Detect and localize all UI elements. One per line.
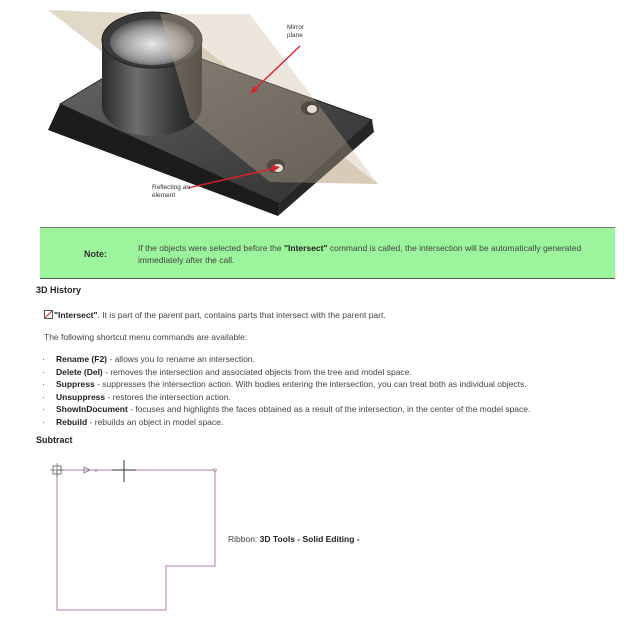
subtract-heading: Subtract xyxy=(36,435,73,445)
note-box xyxy=(40,227,615,279)
list-item: · Rename (F2) - allows you to rename an intersection. xyxy=(42,354,255,364)
note-command-name: "Intersect" xyxy=(284,243,328,253)
list-item: · Rebuild - rebuilds an object in model space. xyxy=(42,416,224,427)
history-heading: 3D History xyxy=(36,285,82,295)
history-item: "Intersect". It is part of the parent part, contains parts that intersect with the parent part. xyxy=(44,310,386,320)
command-list xyxy=(42,353,530,428)
mirror-plane-figure xyxy=(40,8,390,216)
callout-mirror-plane: Mirror plane xyxy=(287,24,304,39)
callout-reflecting-element: Reflecting an element xyxy=(152,184,190,199)
subtract-sketch xyxy=(50,458,230,618)
svg-text:×: × xyxy=(94,468,99,475)
shortcut-intro: The following shortcut menu commands are available: xyxy=(44,332,248,342)
intersect-icon xyxy=(44,310,53,319)
list-item: · Delete (Del) - removes the intersection and associated objects from the tree and model space. xyxy=(42,366,412,377)
note-text: If the objects were selected before the "Intersect" command is called, the intersection will be automatically generated immediately after the call. xyxy=(138,243,582,265)
list-item: · Suppress - suppresses the intersection action. With bodies entering the intersection, you can treat both as individual objects. xyxy=(42,379,527,389)
list-item: · ShowInDocument - focuses and highlights the faces obtained as a result of the intersection, in the center of the model space. xyxy=(42,404,531,414)
l-shape-outline xyxy=(57,470,215,610)
ribbon-path: Ribbon: 3D Tools - Solid Editing - xyxy=(228,534,360,544)
list-item: · Unsuppress - restores the intersection action. xyxy=(42,391,231,402)
note-label: Note: xyxy=(84,249,107,259)
